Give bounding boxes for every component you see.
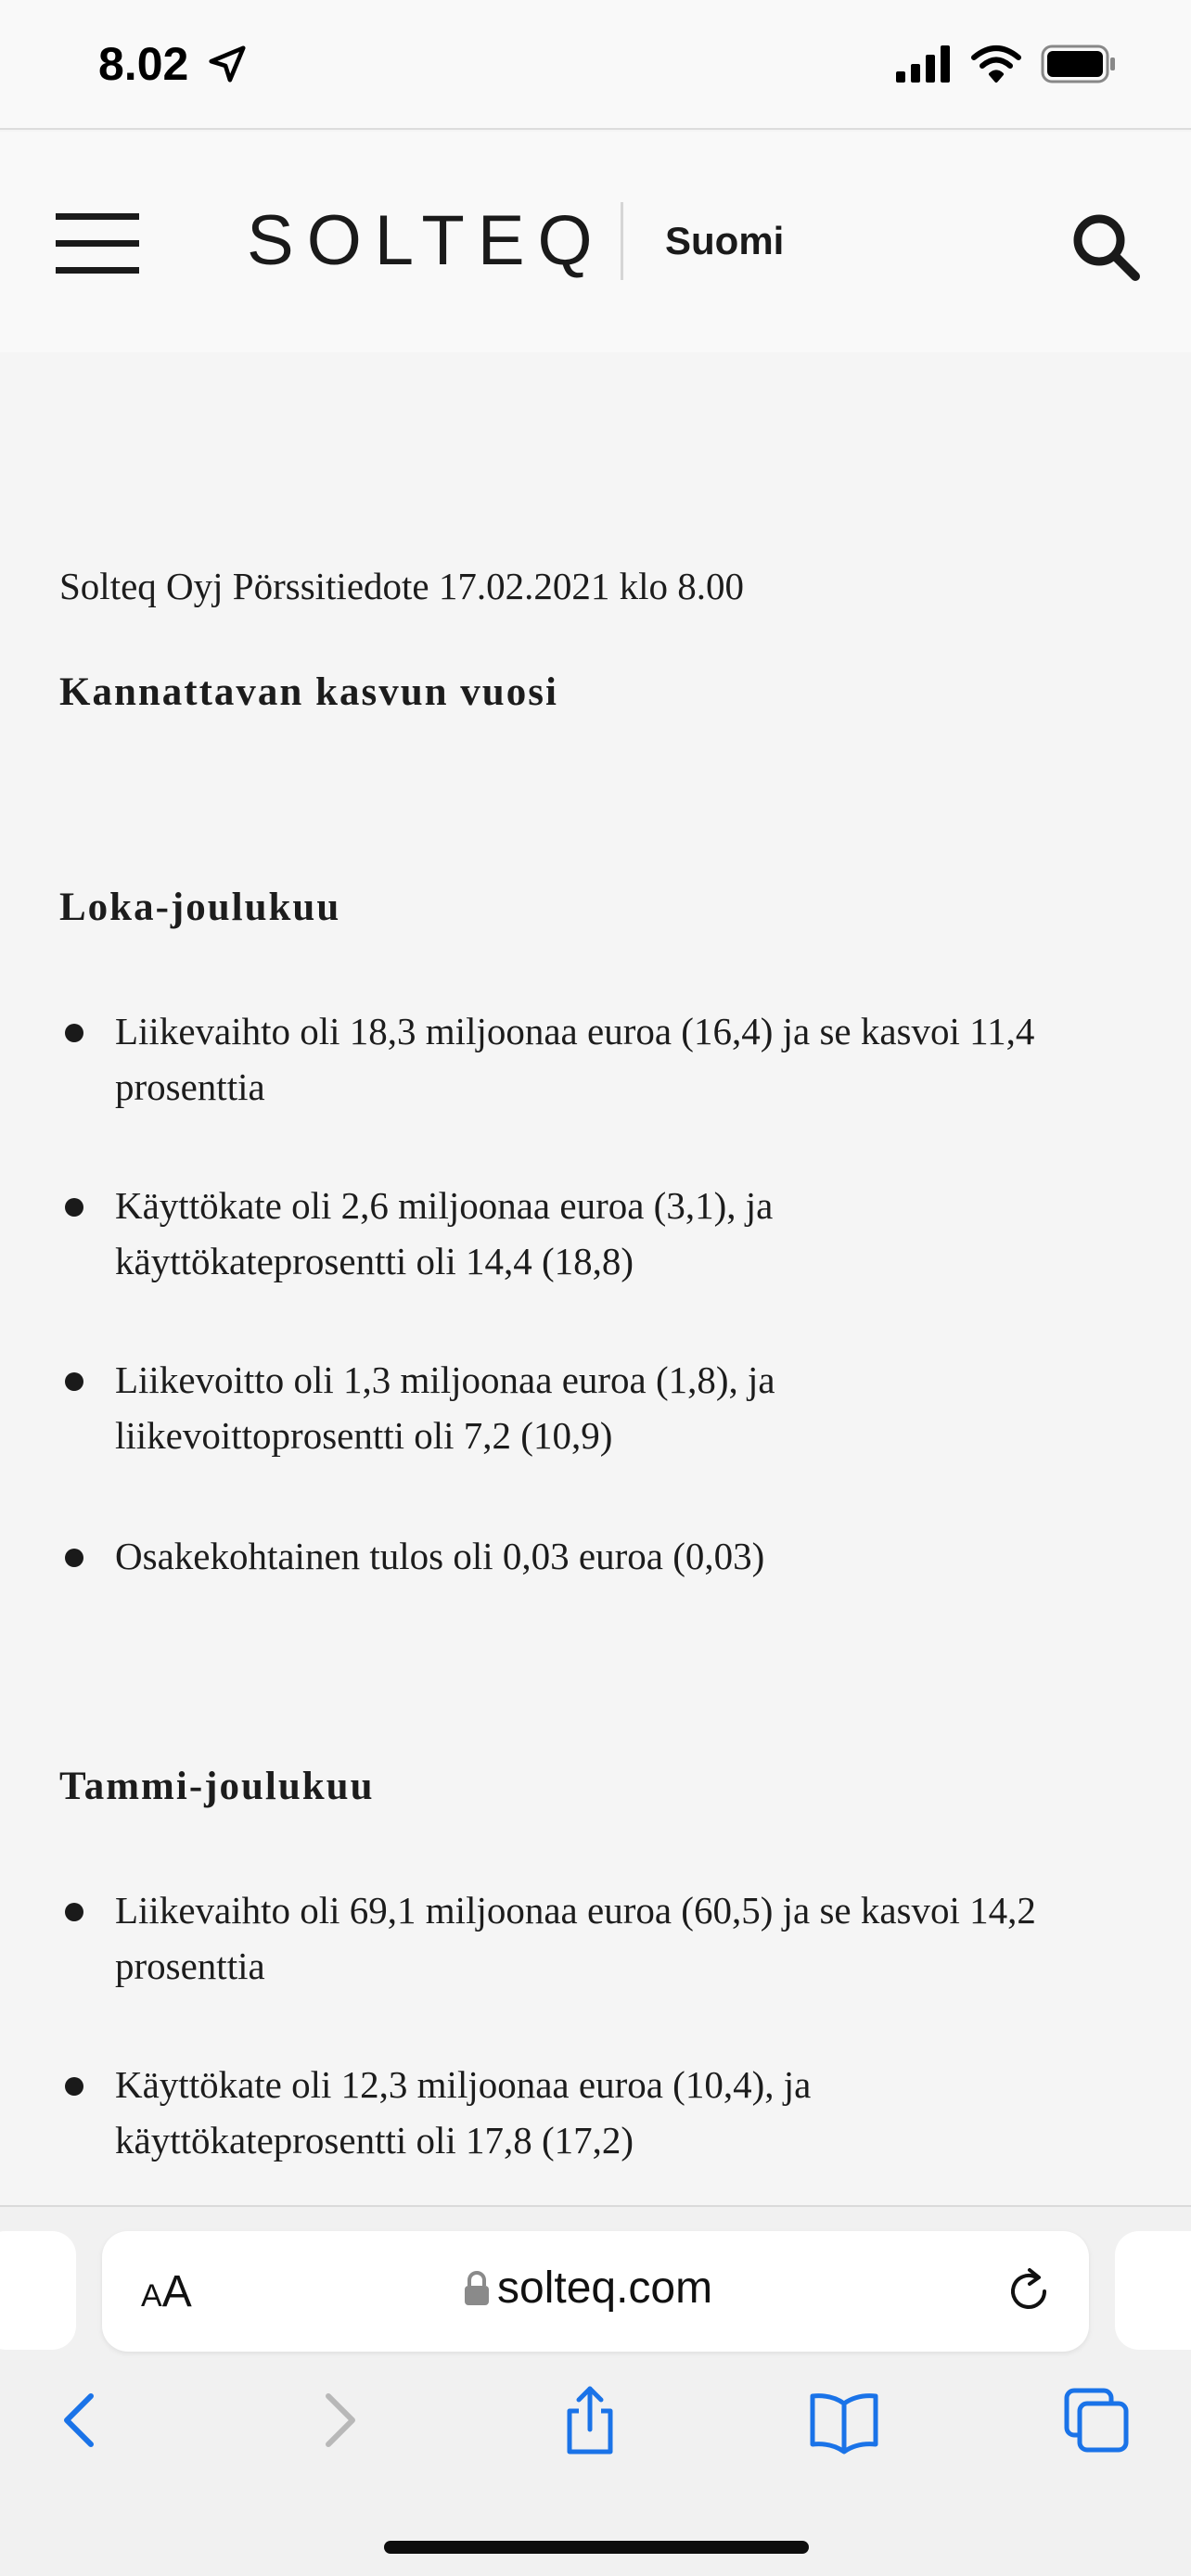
header-divider	[621, 202, 623, 280]
solteq-logo[interactable]: SOLTEQ	[247, 201, 606, 280]
bullet-dot	[65, 1903, 83, 1921]
url-text[interactable]: solteq.com	[497, 2264, 713, 2313]
bullet-dot	[65, 2077, 83, 2096]
list-item-text: Liikevaihto oli 69,1 miljoonaa euroa (60,5) ja se kasvoi 14,2	[115, 1889, 1036, 1932]
list-item-text: prosenttia	[115, 1065, 265, 1108]
language-selector[interactable]: Suomi	[665, 219, 785, 262]
browser-bottom-bar	[0, 2205, 1191, 2576]
list-item-text: Osakekohtainen tulos oli 0,03 euroa (0,03)	[115, 1535, 765, 1577]
section-heading: Tammi-joulukuu	[59, 1765, 375, 1808]
bullet-dot	[65, 1198, 83, 1217]
search-icon[interactable]	[1069, 210, 1143, 284]
list-item-text: Käyttökate oli 12,3 miljoonaa euroa (10,4), ja	[115, 2063, 812, 2106]
status-icons	[896, 45, 1117, 83]
site-header	[0, 132, 1191, 352]
battery-icon	[1041, 45, 1117, 83]
next-tab-preview[interactable]	[1115, 2231, 1191, 2350]
list-item-text: Liikevaihto oli 18,3 miljoonaa euroa (16,4) ja se kasvoi 11,4	[115, 1010, 1035, 1052]
section-heading: Loka-joulukuu	[59, 886, 341, 929]
previous-tab-preview[interactable]	[0, 2231, 76, 2350]
wifi-icon	[970, 45, 1022, 83]
article-content	[59, 352, 1135, 2205]
share-icon[interactable]	[553, 2383, 627, 2457]
home-indicator[interactable]	[384, 2541, 809, 2554]
address-bar[interactable]	[102, 2231, 1089, 2352]
cellular-signal-icon	[896, 45, 952, 83]
reload-icon[interactable]	[1004, 2266, 1054, 2316]
bullet-dot	[65, 1549, 83, 1567]
menu-icon[interactable]	[56, 213, 139, 274]
bullet-dot	[65, 1372, 83, 1391]
forward-icon[interactable]	[302, 2383, 377, 2457]
list-item-text: prosenttia	[115, 1945, 265, 1987]
tabs-icon[interactable]	[1059, 2383, 1133, 2457]
status-bar	[0, 0, 1191, 130]
bookmarks-icon[interactable]	[807, 2383, 881, 2457]
list-item-text: Liikevoitto oli 1,3 miljoonaa euroa (1,8), ja	[115, 1358, 775, 1401]
status-time: 8.02	[98, 38, 189, 90]
list-item-text: Käyttökate oli 2,6 miljoonaa euroa (3,1), ja	[115, 1184, 774, 1227]
location-arrow-icon	[206, 43, 249, 85]
bullet-dot	[65, 1024, 83, 1042]
text-size-button[interactable]: AA	[141, 2267, 192, 2316]
list-item-text: käyttökateprosentti oli 14,4 (18,8)	[115, 1240, 634, 1282]
article-headline: Kannattavan kasvun vuosi	[59, 670, 558, 714]
back-icon[interactable]	[43, 2383, 117, 2457]
release-line: Solteq Oyj Pörssitiedote 17.02.2021 klo 8.00	[59, 565, 744, 607]
list-item-text: käyttökateprosentti oli 17,8 (17,2)	[115, 2119, 634, 2162]
lock-icon	[464, 2270, 490, 2307]
list-item-text: liikevoittoprosentti oli 7,2 (10,9)	[115, 1414, 613, 1457]
